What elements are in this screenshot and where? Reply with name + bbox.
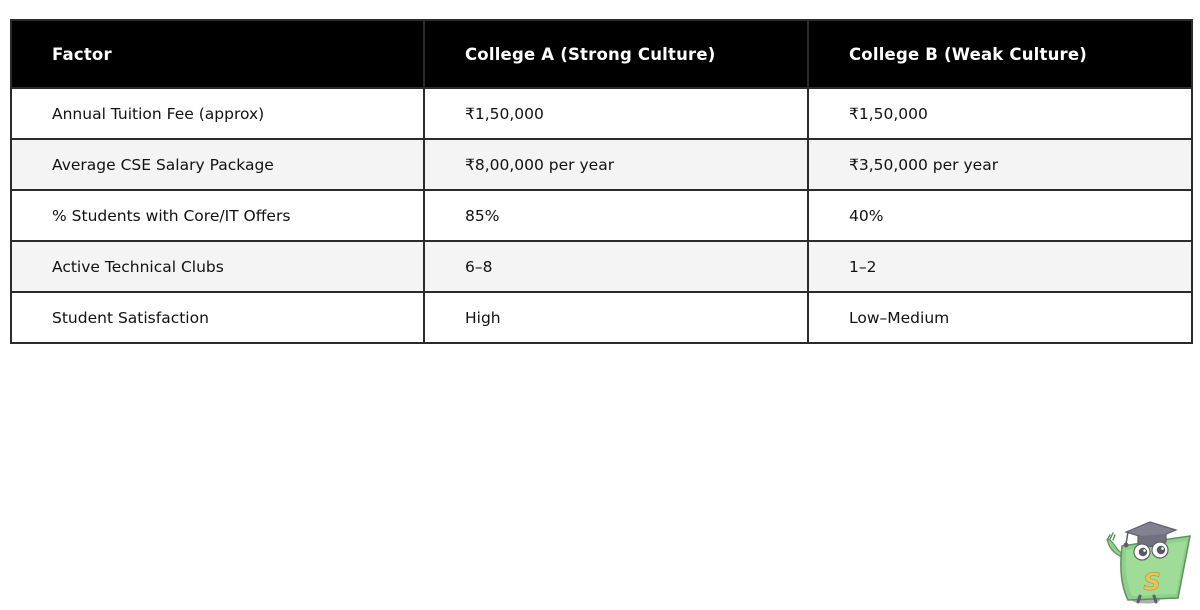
cell-factor: % Students with Core/IT Offers	[11, 190, 424, 241]
cell-factor: Average CSE Salary Package	[11, 139, 424, 190]
header-college-b: College B (Weak Culture)	[808, 20, 1192, 88]
cell-college-a: 85%	[424, 190, 808, 241]
cell-factor: Student Satisfaction	[11, 292, 424, 343]
table-row	[11, 190, 1192, 241]
cell-factor: Annual Tuition Fee (approx)	[11, 88, 424, 139]
cell-college-b: 40%	[808, 190, 1192, 241]
cell-factor: Active Technical Clubs	[11, 241, 424, 292]
cell-college-b: Low–Medium	[808, 292, 1192, 343]
comparison-table	[10, 19, 1193, 344]
cell-college-a: ₹1,50,000	[424, 88, 808, 139]
header-factor: Factor	[11, 20, 424, 88]
table-row	[11, 88, 1192, 139]
cell-college-a: High	[424, 292, 808, 343]
table-row	[11, 139, 1192, 190]
graduate-mascot-icon	[1102, 510, 1194, 606]
cell-college-a: ₹8,00,000 per year	[424, 139, 808, 190]
cell-college-a: 6–8	[424, 241, 808, 292]
cell-college-b: 1–2	[808, 241, 1192, 292]
header-college-a: College A (Strong Culture)	[424, 20, 808, 88]
cell-college-b: ₹3,50,000 per year	[808, 139, 1192, 190]
comparison-table-container	[10, 19, 1191, 344]
table-row	[11, 241, 1192, 292]
mascot-letter: S	[1143, 568, 1161, 596]
cell-college-b: ₹1,50,000	[808, 88, 1192, 139]
table-header-row	[11, 20, 1192, 88]
table-row	[11, 292, 1192, 343]
